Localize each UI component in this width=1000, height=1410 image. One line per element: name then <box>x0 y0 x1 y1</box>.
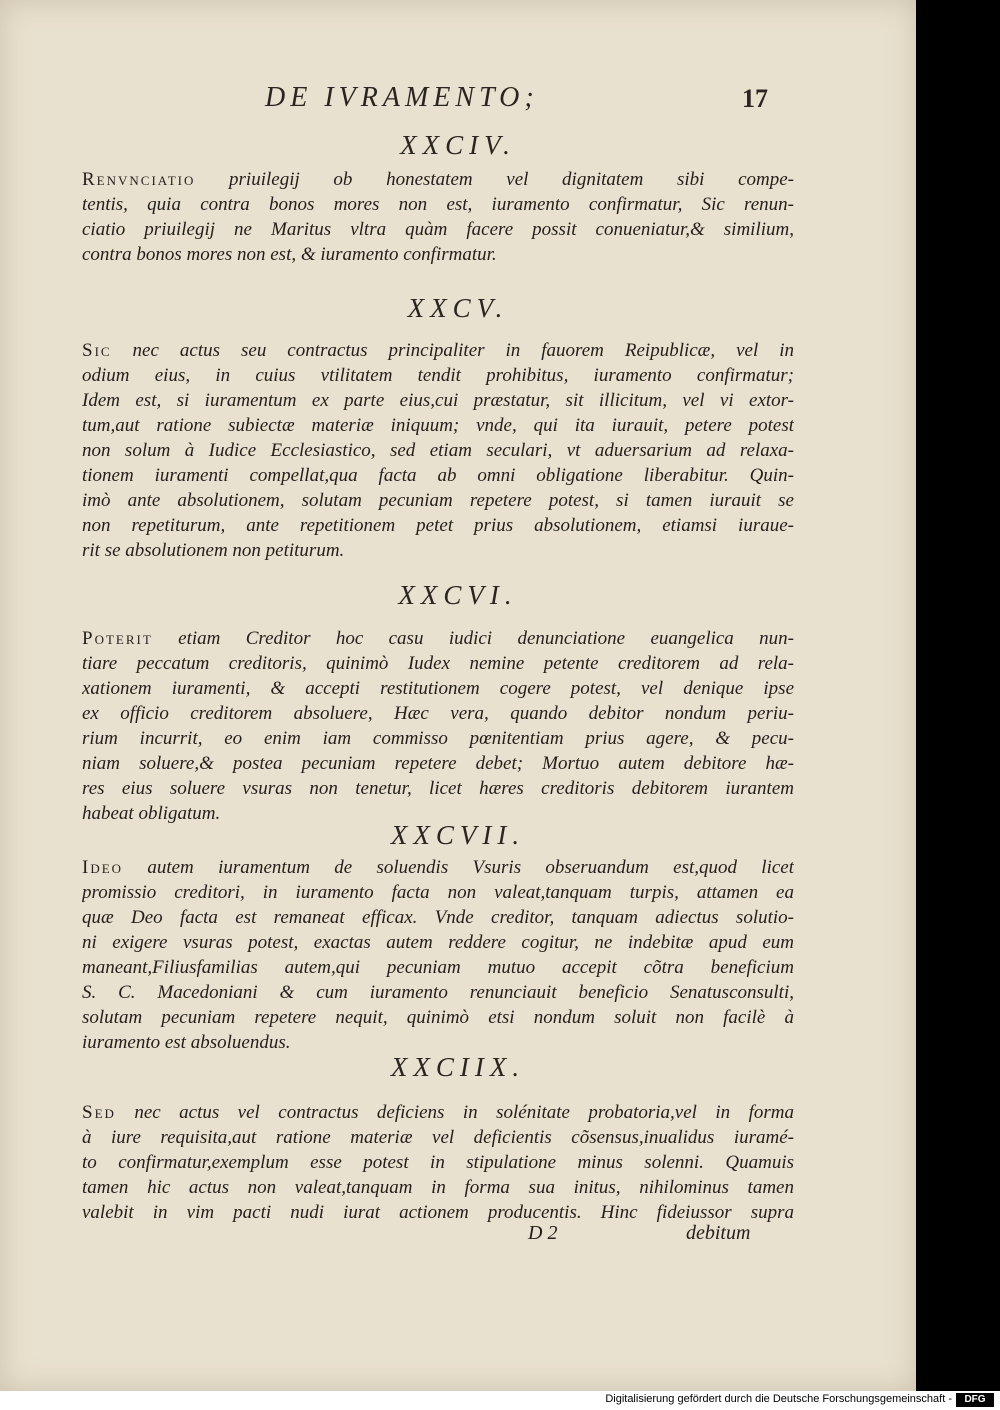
running-head: DE IVRAMENTO; <box>265 82 539 113</box>
text-line: niam soluere,& postea pecuniam repetere debet; Mortuo autem debitore hæ- <box>82 753 794 774</box>
text-line: maneant,Filiusfamilias autem,qui pecuniam mutuo accepit cõtra beneficium <box>82 957 794 978</box>
text-line: non repetiturum, ante repetitionem petet prius absolutionem, etiamsi iuraue- <box>82 515 794 536</box>
text-line: iuramento est absoluendus. <box>82 1032 291 1053</box>
initial-word: Renvnciatio <box>82 169 196 190</box>
text-line: contra bonos mores non est, & iuramento confirmatur. <box>82 244 497 265</box>
text-line: tum,aut ratione subiectæ materiæ iniquum; vnde, qui ita iurauit, petere potest <box>82 415 794 436</box>
text-line: rit se absolutionem non petiturum. <box>82 540 345 561</box>
scan-background <box>916 0 1000 1391</box>
text-line: non solum à Iudice Ecclesiastico, sed etiam seculari, vt aduersarium ad relaxa- <box>82 440 794 461</box>
text-line: odium eius, in cuius vtilitatem tendit prohibitus, iuramento confirmatur; <box>82 365 794 386</box>
text-line: rium incurrit, eo enim iam commisso pœnitentiam prius agere, & pecu- <box>82 728 794 749</box>
text-line: xationem iuramenti, & accepti restitutionem cogere potest, vel denique ipse <box>82 678 794 699</box>
footer-bar <box>0 1391 1000 1410</box>
text-line: res eius soluere vsuras non tenetur, licet hæres creditoris debitorem iurantem <box>82 778 794 799</box>
page-header <box>0 80 916 120</box>
footer-credit: Digitalisierung gefördert durch die Deutsche Forschungsgemeinschaft - <box>605 1393 952 1405</box>
text-line: solutam pecuniam repetere nequit, quinimò etsi nondum soluit non facilè à <box>82 1007 794 1028</box>
section-paragraph: Renvnciatio priuilegij ob honestatem vel dignitatem sibi compe- tentis, quia contra bonos mores non est, iuramento confirmatur, Sic renun- ciatio priuilegij ne Maritus vltra quàm facere possit conueniatur,& similium, contra bonos mores non est, & iuramento confirmatur. <box>82 169 794 265</box>
text-line: ciatio priuilegij ne Maritus vltra quàm facere possit conueniatur,& similium, <box>82 219 794 240</box>
section-numeral: XXCVI. <box>398 580 518 610</box>
signature-mark: D 2 <box>528 1222 558 1244</box>
text-line: promissio creditori, in iuramento facta non valeat,tanquam turpis, attamen ea <box>82 882 794 903</box>
text-line: tentis, quia contra bonos mores non est, iuramento confirmatur, Sic renun- <box>82 194 794 215</box>
text-line: à iure requisita,aut ratione materiæ vel deficientis cõsensus,inualidus iuramé- <box>82 1127 794 1148</box>
text-line: imò ante absolutionem, solutam pecuniam repetere potest, si tamen iurauit se <box>82 490 794 511</box>
catchword: debitum <box>686 1222 751 1244</box>
page-number: 17 <box>742 84 768 113</box>
text-line: tionem iuramenti compellat,qua facta ab omni obligatione liberabitur. Quin- <box>82 465 794 486</box>
text-line: Idem est, si iuramentum ex parte eius,cui præstatur, sit illicitum, vel vi extor- <box>82 390 794 411</box>
initial-word: Ideo <box>82 857 124 878</box>
text-line: ex officio creditorem absoluere, Hæc vera, quando debitor nondum periu- <box>82 703 794 724</box>
section-numeral: XXCIIX. <box>390 1052 526 1082</box>
section-numeral: XXCV. <box>407 293 509 323</box>
section-paragraph: Sic nec actus seu contractus principaliter in fauorem Reipublicæ, vel in odium eius, in cuius vtilitatem tendit prohibitus, iuramento confirmatur; Idem est, si iuramentum ex parte eius,cui præstatur, sit illicitum, vel vi extor- tum,aut ratione subiectæ materiæ iniquum; vnde, qui ita iurauit, petere potest non solum à Iudice Ecclesiastico, sed etiam seculari, vt aduersarium ad relaxa- tionem iuramenti compellat,qua facta ab omni obligatione liberabitur. Quin- imò ante absolutionem, solutam pecuniam repetere potest, si tamen iurauit se non repetiturum, ante repetitionem petet prius absolutionem, etiamsi iuraue- rit se absolutionem non petiturum. <box>82 340 794 561</box>
dfg-logo-icon: DFG <box>956 1393 994 1407</box>
text-line: tiare peccatum creditoris, quinimò Iudex nemine petente creditorem ad rela- <box>82 653 794 674</box>
section-numeral: XXCVII. <box>390 820 526 850</box>
initial-word: Sic <box>82 340 112 361</box>
section-numeral: XXCIV. <box>400 130 516 160</box>
section-paragraph: Ideo autem iuramentum de soluendis Vsuris obseruandum est,quod licet promissio creditori, in iuramento facta non valeat,tanquam turpis, attamen ea quæ Deo facta est remaneat efficax. Vnde creditor, tanquam adiectus solutio- ni exigere vsuras potest, exactas autem reddere cogitur, ne indebitæ apud eum maneant,Filiusfamilias autem,qui pecuniam mutuo accepit cõtra beneficium S. C. Macedoniani & cum iuramento renunciauit beneficio Senatusconsulti, solutam pecuniam repetere nequit, quinimò etsi nondum soluit non facilè à iuramento est absoluendus. <box>82 857 794 1053</box>
text-line: to confirmatur,exemplum esse potest in stipulatione minus solenni. Quamuis <box>82 1152 794 1173</box>
section-paragraph: Sed nec actus vel contractus deficiens in solénitate probatoria,vel in forma à iure requisita,aut ratione materiæ vel deficientis cõsensus,inualidus iuramé- to confirmatur,exemplum esse potest in stipulatione minus solenni. Quamuis tamen hic actus non valeat,tanquam in forma sua initus, nihilominus tamen valebit in vim pacti nudi iurat actionem producentis. Hinc fideiussor supra <box>82 1102 794 1223</box>
initial-word: Sed <box>82 1102 116 1123</box>
text-line: S. C. Macedoniani & cum iuramento renunciauit beneficio Senatusconsulti, <box>82 982 794 1003</box>
text-line: valebit in vim pacti nudi iurat actionem producentis. Hinc fideiussor supra <box>82 1202 794 1223</box>
initial-word: Poterit <box>82 628 153 649</box>
text-line: tamen hic actus non valeat,tanquam in forma sua initus, nihilominus tamen <box>82 1177 794 1198</box>
text-line: ni exigere vsuras potest, exactas autem reddere cogitur, ne indebitæ apud eum <box>82 932 794 953</box>
text-line: quæ Deo facta est remaneat efficax. Vnde creditor, tanquam adiectus solutio- <box>82 907 794 928</box>
text-line: habeat obligatum. <box>82 803 221 824</box>
section-paragraph: Poterit etiam Creditor hoc casu iudici denunciatione euangelica nun- tiare peccatum creditoris, quinimò Iudex nemine petente creditorem ad rela- xationem iuramenti, & accepti restitutionem cogere potest, vel denique ipse ex officio creditorem absoluere, Hæc vera, quando debitor nondum periu- rium incurrit, eo enim iam commisso pœnitentiam prius agere, & pecu- niam soluere,& postea pecuniam repetere debet; Mortuo autem debitore hæ- res eius soluere vsuras non tenetur, licet hæres creditoris debitorem iurantem habeat obligatum. <box>82 628 794 824</box>
